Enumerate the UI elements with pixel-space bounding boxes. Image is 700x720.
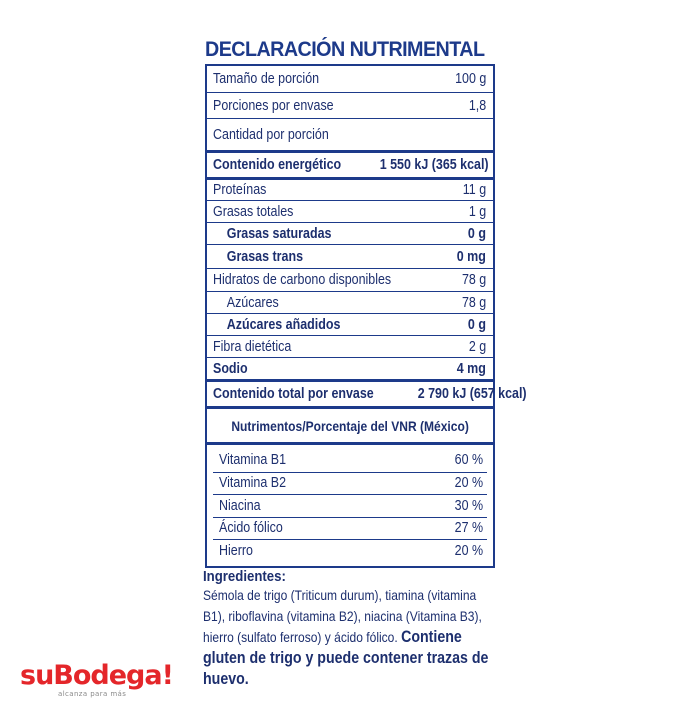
row-added-sugars: Azúcares añadidos 0 g [207, 313, 493, 335]
row-protein: Proteínas 11 g [207, 177, 493, 200]
nutrition-label [205, 36, 527, 568]
row-iron: Hierro 20 % [213, 539, 487, 562]
allergen-warning: Contiene gluten de trigo y puede contener trazas de huevo. [203, 628, 489, 688]
ingredients-text [203, 585, 495, 690]
row-vitamin-b2: Vitamina B2 20 % [213, 472, 487, 495]
vitamin-table [207, 442, 493, 566]
row-dietary-fiber: Fibra dietética 2 g [207, 335, 493, 357]
row-saturated-fat: Grasas saturadas 0 g [207, 222, 493, 244]
ingredients-section [203, 568, 503, 690]
ingredients-list: Sémola de trigo (Triticum durum), tiamina (vitamina B1), riboflavina (vitamina B2), niacina (Vitamina B3), hierro (sulfato ferroso) y ácido fólico. [203, 587, 482, 645]
row-serving-size: Tamaño de porción 100 g [213, 71, 486, 87]
row-amount-per-serving: Cantidad por porción [207, 118, 493, 150]
row-niacin: Niacina 30 % [213, 494, 487, 517]
row-vitamin-b1: Vitamina B1 60 % [219, 452, 483, 469]
row-trans-fat: Grasas trans 0 mg [207, 244, 493, 268]
row-sodium: Sodio 4 mg [207, 357, 493, 379]
brand-name: suBodega! [20, 660, 173, 691]
brand-logo [20, 662, 180, 702]
row-folic-acid: Ácido fólico 27 % [213, 517, 487, 540]
brand-tagline: alcanza para más [58, 690, 127, 698]
nutrition-table [205, 64, 527, 568]
vnr-header: Nutrimentos/Porcentaje del VNR (México) [207, 406, 493, 442]
row-carbohydrates: Hidratos de carbono disponibles 78 g [207, 268, 493, 291]
nutrition-title: DECLARACIÓN NUTRIMENTAL [205, 38, 485, 61]
row-servings-per-container: Porciones por envase 1,8 [207, 92, 493, 118]
row-total-fat: Grasas totales 1 g [207, 200, 493, 222]
ingredients-title: Ingredientes: [203, 568, 286, 585]
row-sugars: Azúcares 78 g [207, 291, 493, 313]
row-total-energy-per-container: Contenido total por envase 2 790 kJ (657 kcal) [207, 379, 493, 406]
row-energy: Contenido energético 1 550 kJ (365 kcal) [207, 150, 493, 177]
